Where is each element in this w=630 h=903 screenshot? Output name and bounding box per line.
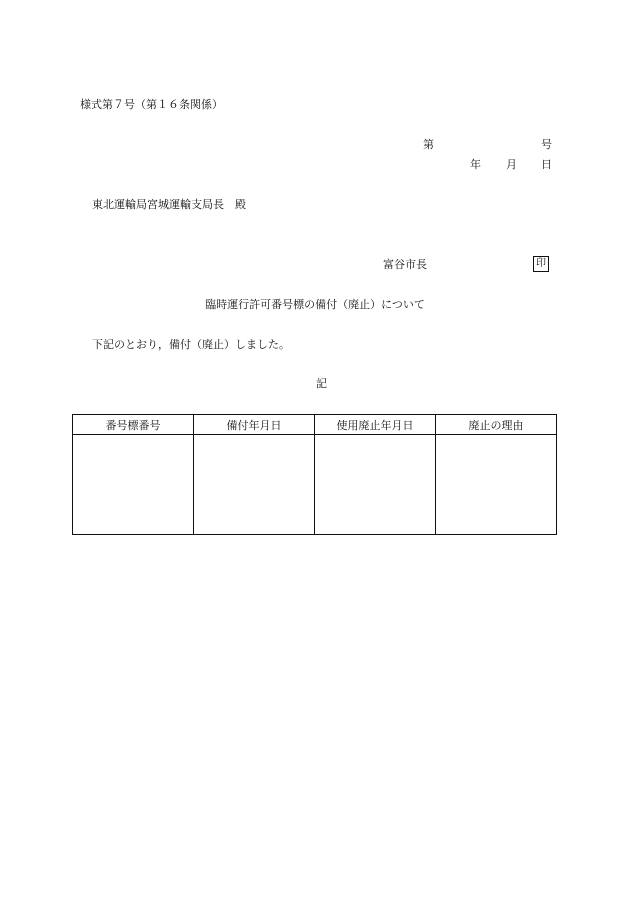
date-day-label: 日 <box>541 158 552 171</box>
table-header-row <box>73 415 557 435</box>
date-year-label: 年 <box>470 158 481 171</box>
cell-installed-date[interactable] <box>194 435 315 535</box>
document-title: 臨時運行許可番号標の備付（廃止）について <box>205 298 425 311</box>
seal-mark: 印 <box>533 256 549 272</box>
plate-table <box>72 414 557 535</box>
form-number: 様式第７号（第１６条関係） <box>80 98 223 111</box>
document-number-suffix: 号 <box>541 138 552 151</box>
ki-heading: 記 <box>316 377 327 390</box>
body-text: 下記のとおり，備付（廃止）しました。 <box>92 338 290 351</box>
col-header-reason: 廃止の理由 <box>436 415 557 435</box>
col-header-plate-number: 番号標番号 <box>73 415 194 435</box>
cell-reason[interactable] <box>436 435 557 535</box>
cell-discontinued-date[interactable] <box>315 435 436 535</box>
col-header-discontinued-date: 使用廃止年月日 <box>315 415 436 435</box>
col-header-installed-date: 備付年月日 <box>194 415 315 435</box>
sender-title: 富谷市長 <box>383 258 427 271</box>
document-number-prefix: 第 <box>423 138 434 151</box>
table-row <box>73 435 557 535</box>
addressee: 東北運輸局宮城運輸支局長 殿 <box>92 198 246 211</box>
cell-plate-number[interactable] <box>73 435 194 535</box>
date-month-label: 月 <box>506 158 517 171</box>
